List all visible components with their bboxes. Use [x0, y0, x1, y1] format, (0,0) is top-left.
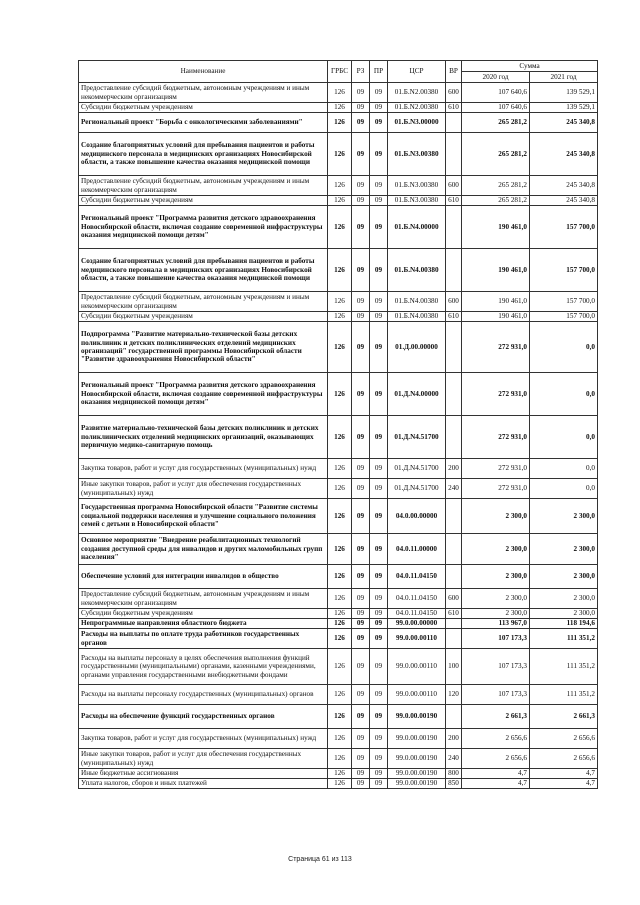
row-pr: 09 [370, 609, 388, 619]
row-value-2021: 111 351,2 [530, 649, 598, 685]
row-pr: 09 [370, 749, 388, 769]
row-vr: 850 [446, 779, 462, 789]
row-value-2020: 2 300,0 [462, 499, 530, 534]
row-grbs: 126 [328, 609, 352, 619]
row-value-2021: 157 700,0 [530, 292, 598, 312]
table-row [79, 312, 598, 322]
table-row [79, 176, 598, 196]
row-grbs: 126 [328, 292, 352, 312]
table-row [79, 649, 598, 685]
row-pr: 09 [370, 133, 388, 176]
row-csr: 01.Б.N3.00000 [388, 113, 446, 133]
row-pr: 09 [370, 499, 388, 534]
row-grbs: 126 [328, 534, 352, 565]
row-grbs: 126 [328, 619, 352, 629]
row-vr [446, 322, 462, 373]
row-grbs: 126 [328, 103, 352, 113]
row-vr [446, 113, 462, 133]
row-vr: 100 [446, 649, 462, 685]
row-name: Создание благоприятных условий для пребывания пациентов и работы медицинского персонала в медицинских организациях Новосибирской области, а также повышение качества оказания медицинской помощи [79, 133, 328, 176]
row-value-2021: 157 700,0 [530, 312, 598, 322]
row-csr: 01.Д.N4.51700 [388, 416, 446, 459]
row-value-2020: 265 281,2 [462, 133, 530, 176]
table-row [79, 196, 598, 206]
row-pr: 09 [370, 322, 388, 373]
table-header [79, 61, 598, 83]
row-rz: 09 [352, 629, 370, 649]
row-value-2020: 107 173,3 [462, 685, 530, 705]
row-grbs: 126 [328, 322, 352, 373]
row-name: Предоставление субсидий бюджетным, автономным учреждениям и иным некоммерческим организациям [79, 589, 328, 609]
table-row [79, 292, 598, 312]
row-pr: 09 [370, 619, 388, 629]
table-row [79, 749, 598, 769]
row-csr: 99.0.00.00000 [388, 619, 446, 629]
row-grbs: 126 [328, 629, 352, 649]
table-row [79, 113, 598, 133]
row-grbs: 126 [328, 685, 352, 705]
row-rz: 09 [352, 479, 370, 499]
row-csr: 04.0.00.00000 [388, 499, 446, 534]
row-pr: 09 [370, 196, 388, 206]
row-rz: 09 [352, 589, 370, 609]
table-row [79, 779, 598, 789]
row-name: Предоставление субсидий бюджетным, автономным учреждениям и иным некоммерческим организациям [79, 292, 328, 312]
row-vr [446, 373, 462, 416]
row-name: Подпрограмма "Развитие материально-технической базы детских поликлиник и детских поликлинических отделений медицинских организаций" государственной программы Новосибирской области "Развитие здравоохранения Новосибирской области" [79, 322, 328, 373]
row-value-2021: 118 194,6 [530, 619, 598, 629]
row-grbs: 126 [328, 459, 352, 479]
row-csr: 01.Б.N4.00000 [388, 206, 446, 249]
table-row [79, 619, 598, 629]
row-name: Обеспечение условий для интеграции инвалидов в общество [79, 565, 328, 589]
row-name: Создание благоприятных условий для пребывания пациентов и работы медицинского персонала в медицинских организациях Новосибирской области, а также повышение качества оказания медицинской помощи [79, 249, 328, 292]
row-rz: 09 [352, 609, 370, 619]
row-pr: 09 [370, 705, 388, 729]
row-value-2021: 0,0 [530, 416, 598, 459]
row-value-2020: 107 640,6 [462, 103, 530, 113]
row-vr [446, 206, 462, 249]
row-grbs: 126 [328, 133, 352, 176]
page-number: Страница 61 из 113 [288, 856, 352, 863]
row-value-2020: 272 931,0 [462, 479, 530, 499]
row-rz: 09 [352, 206, 370, 249]
row-grbs: 126 [328, 416, 352, 459]
row-rz: 09 [352, 779, 370, 789]
row-vr: 610 [446, 196, 462, 206]
row-csr: 01.Б.N4.00380 [388, 312, 446, 322]
row-name: Предоставление субсидий бюджетным, автономным учреждениям и иным некоммерческим организациям [79, 83, 328, 103]
row-vr: 800 [446, 769, 462, 779]
row-rz: 09 [352, 176, 370, 196]
row-vr: 600 [446, 176, 462, 196]
header-pr: ПР [370, 61, 388, 83]
row-vr [446, 133, 462, 176]
table-row [79, 103, 598, 113]
row-grbs: 126 [328, 705, 352, 729]
row-value-2021: 245 340,8 [530, 196, 598, 206]
row-pr: 09 [370, 103, 388, 113]
row-value-2021: 245 340,8 [530, 113, 598, 133]
header-grbs: ГРБС [328, 61, 352, 83]
row-rz: 09 [352, 459, 370, 479]
row-rz: 09 [352, 565, 370, 589]
row-grbs: 126 [328, 499, 352, 534]
row-vr: 610 [446, 103, 462, 113]
row-csr: 04.0.11.04150 [388, 609, 446, 619]
row-value-2021: 4,7 [530, 779, 598, 789]
row-rz: 09 [352, 769, 370, 779]
row-grbs: 126 [328, 779, 352, 789]
row-name: Региональный проект "Программа развития детского здравоохранения Новосибирской области, включая создание современной инфраструктуры оказания медицинской помощи детям" [79, 373, 328, 416]
row-vr: 600 [446, 83, 462, 103]
row-value-2020: 2 656,6 [462, 749, 530, 769]
row-vr [446, 629, 462, 649]
table-row [79, 322, 598, 373]
row-csr: 01.Д.N4.51700 [388, 459, 446, 479]
row-rz: 09 [352, 749, 370, 769]
row-rz: 09 [352, 685, 370, 705]
row-csr: 04.0.11.04150 [388, 565, 446, 589]
row-csr: 99.0.00.00110 [388, 629, 446, 649]
row-value-2021: 111 351,2 [530, 685, 598, 705]
table-row [79, 589, 598, 609]
row-csr: 01.Д.00.00000 [388, 322, 446, 373]
row-csr: 99.0.00.00110 [388, 685, 446, 705]
header-vr: ВР [446, 61, 462, 83]
row-pr: 09 [370, 312, 388, 322]
row-csr: 01.Б.N2.00380 [388, 103, 446, 113]
row-csr: 01.Б.N3.00380 [388, 133, 446, 176]
row-pr: 09 [370, 373, 388, 416]
row-value-2021: 0,0 [530, 373, 598, 416]
row-grbs: 126 [328, 83, 352, 103]
row-value-2020: 2 656,6 [462, 729, 530, 749]
table-row [79, 769, 598, 779]
row-name: Закупка товаров, работ и услуг для государственных (муниципальных) нужд [79, 459, 328, 479]
row-name: Иные закупки товаров, работ и услуг для обеспечения государственных (муниципальных) нужд [79, 749, 328, 769]
row-value-2020: 2 300,0 [462, 565, 530, 589]
row-csr: 01.Д.N4.00000 [388, 373, 446, 416]
row-vr: 610 [446, 312, 462, 322]
row-grbs: 126 [328, 565, 352, 589]
row-value-2020: 2 300,0 [462, 609, 530, 619]
row-pr: 09 [370, 479, 388, 499]
row-value-2020: 107 173,3 [462, 629, 530, 649]
row-vr: 200 [446, 459, 462, 479]
row-name: Расходы на выплаты персоналу в целях обеспечения выполнения функций государственными (муниципальными) органами, казенными учреждениями, органами управления государственными внебюджетными фондами [79, 649, 328, 685]
row-value-2020: 190 461,0 [462, 206, 530, 249]
row-name: Расходы на выплаты персоналу государственных (муниципальных) органов [79, 685, 328, 705]
table-row [79, 565, 598, 589]
table-row [79, 729, 598, 749]
row-name: Субсидии бюджетным учреждениям [79, 103, 328, 113]
row-value-2020: 4,7 [462, 779, 530, 789]
row-grbs: 126 [328, 373, 352, 416]
row-value-2020: 272 931,0 [462, 416, 530, 459]
row-vr [446, 705, 462, 729]
row-name: Региональный проект "Борьба с онкологическими заболеваниями" [79, 113, 328, 133]
table-row [79, 83, 598, 103]
row-pr: 09 [370, 459, 388, 479]
row-value-2021: 0,0 [530, 322, 598, 373]
row-value-2021: 0,0 [530, 479, 598, 499]
table-row [79, 629, 598, 649]
table-row [79, 416, 598, 459]
row-grbs: 126 [328, 769, 352, 779]
row-value-2020: 265 281,2 [462, 176, 530, 196]
row-pr: 09 [370, 416, 388, 459]
row-value-2021: 4,7 [530, 769, 598, 779]
row-pr: 09 [370, 769, 388, 779]
row-value-2020: 2 300,0 [462, 534, 530, 565]
row-vr [446, 249, 462, 292]
row-value-2020: 272 931,0 [462, 373, 530, 416]
row-pr: 09 [370, 649, 388, 685]
row-value-2021: 157 700,0 [530, 206, 598, 249]
row-pr: 09 [370, 589, 388, 609]
row-pr: 09 [370, 729, 388, 749]
row-rz: 09 [352, 83, 370, 103]
row-name: Иные бюджетные ассигнования [79, 769, 328, 779]
row-value-2021: 2 300,0 [530, 499, 598, 534]
row-pr: 09 [370, 534, 388, 565]
row-rz: 09 [352, 113, 370, 133]
row-value-2020: 265 281,2 [462, 196, 530, 206]
row-rz: 09 [352, 416, 370, 459]
row-pr: 09 [370, 629, 388, 649]
row-grbs: 126 [328, 479, 352, 499]
row-rz: 09 [352, 196, 370, 206]
row-pr: 09 [370, 113, 388, 133]
row-rz: 09 [352, 249, 370, 292]
row-value-2020: 107 173,3 [462, 649, 530, 685]
table-row [79, 685, 598, 705]
row-value-2020: 2 300,0 [462, 589, 530, 609]
header-sum: Сумма [462, 61, 598, 72]
row-grbs: 126 [328, 749, 352, 769]
row-pr: 09 [370, 249, 388, 292]
row-vr: 600 [446, 589, 462, 609]
row-name: Субсидии бюджетным учреждениям [79, 609, 328, 619]
row-vr [446, 619, 462, 629]
row-rz: 09 [352, 312, 370, 322]
row-csr: 99.0.00.00190 [388, 779, 446, 789]
header-year-2021: 2021 год [530, 72, 598, 83]
row-value-2021: 2 300,0 [530, 609, 598, 619]
row-name: Предоставление субсидий бюджетным, автономным учреждениям и иным некоммерческим организациям [79, 176, 328, 196]
row-rz: 09 [352, 619, 370, 629]
header-csr: ЦСР [388, 61, 446, 83]
row-pr: 09 [370, 565, 388, 589]
row-value-2020: 265 281,2 [462, 113, 530, 133]
row-vr [446, 499, 462, 534]
row-grbs: 126 [328, 312, 352, 322]
row-vr: 610 [446, 609, 462, 619]
row-name: Расходы на выплаты по оплате труда работников государственных органов [79, 629, 328, 649]
header-year-2020: 2020 год [462, 72, 530, 83]
row-csr: 01.Б.N3.00380 [388, 176, 446, 196]
row-rz: 09 [352, 729, 370, 749]
row-name: Региональный проект "Программа развития детского здравоохранения Новосибирской области, включая создание современной инфраструктуры оказания медицинской помощи детям" [79, 206, 328, 249]
row-value-2021: 157 700,0 [530, 249, 598, 292]
row-vr: 600 [446, 292, 462, 312]
row-grbs: 126 [328, 113, 352, 133]
row-pr: 09 [370, 83, 388, 103]
table-row [79, 133, 598, 176]
row-name: Расходы на обеспечение функций государственных органов [79, 705, 328, 729]
row-name: Уплата налогов, сборов и иных платежей [79, 779, 328, 789]
row-pr: 09 [370, 292, 388, 312]
row-csr: 01.Б.N4.00380 [388, 292, 446, 312]
row-rz: 09 [352, 103, 370, 113]
table-row [79, 373, 598, 416]
table-row [79, 479, 598, 499]
row-grbs: 126 [328, 176, 352, 196]
row-value-2021: 139 529,1 [530, 83, 598, 103]
row-value-2020: 2 661,3 [462, 705, 530, 729]
row-value-2020: 190 461,0 [462, 249, 530, 292]
row-grbs: 126 [328, 206, 352, 249]
table-row [79, 459, 598, 479]
row-rz: 09 [352, 133, 370, 176]
row-pr: 09 [370, 206, 388, 249]
row-rz: 09 [352, 705, 370, 729]
row-rz: 09 [352, 373, 370, 416]
row-vr: 240 [446, 749, 462, 769]
row-value-2020: 272 931,0 [462, 459, 530, 479]
row-value-2020: 113 967,0 [462, 619, 530, 629]
row-value-2021: 245 340,8 [530, 176, 598, 196]
row-value-2021: 2 656,6 [530, 749, 598, 769]
row-grbs: 126 [328, 249, 352, 292]
row-vr [446, 565, 462, 589]
row-csr: 99.0.00.00110 [388, 649, 446, 685]
row-pr: 09 [370, 779, 388, 789]
table-row [79, 249, 598, 292]
row-value-2021: 2 300,0 [530, 589, 598, 609]
row-csr: 01.Б.N3.00380 [388, 196, 446, 206]
row-csr: 99.0.00.00190 [388, 769, 446, 779]
row-csr: 01.Д.N4.51700 [388, 479, 446, 499]
table-body [79, 83, 598, 789]
row-value-2021: 2 300,0 [530, 534, 598, 565]
row-value-2020: 4,7 [462, 769, 530, 779]
row-name: Основное мероприятие "Внедрение реабилитационных технологий создания доступной среды для инвалидов и других маломобильных групп населения" [79, 534, 328, 565]
row-value-2020: 272 931,0 [462, 322, 530, 373]
table-row [79, 206, 598, 249]
row-value-2021: 111 351,2 [530, 629, 598, 649]
header-rz: РЗ [352, 61, 370, 83]
row-name: Субсидии бюджетным учреждениям [79, 196, 328, 206]
budget-table [78, 60, 598, 789]
row-value-2020: 190 461,0 [462, 312, 530, 322]
row-csr: 99.0.00.00190 [388, 705, 446, 729]
row-csr: 04.0.11.04150 [388, 589, 446, 609]
table-row [79, 609, 598, 619]
row-pr: 09 [370, 685, 388, 705]
row-rz: 09 [352, 499, 370, 534]
row-grbs: 126 [328, 196, 352, 206]
row-value-2021: 2 661,3 [530, 705, 598, 729]
header-name: Наименование [79, 61, 328, 83]
row-value-2021: 2 656,6 [530, 729, 598, 749]
row-name: Непрограммные направления областного бюджета [79, 619, 328, 629]
row-vr [446, 416, 462, 459]
row-csr: 99.0.00.00190 [388, 749, 446, 769]
row-pr: 09 [370, 176, 388, 196]
row-value-2020: 107 640,6 [462, 83, 530, 103]
row-name: Государственная программа Новосибирской области "Развитие системы социальной поддержки населения и улучшение социального положения семей с детьми в Новосибирской области" [79, 499, 328, 534]
row-vr: 120 [446, 685, 462, 705]
row-vr [446, 534, 462, 565]
row-rz: 09 [352, 292, 370, 312]
row-grbs: 126 [328, 589, 352, 609]
table-row [79, 534, 598, 565]
row-vr: 200 [446, 729, 462, 749]
row-csr: 99.0.00.00190 [388, 729, 446, 749]
row-value-2021: 2 300,0 [530, 565, 598, 589]
row-rz: 09 [352, 649, 370, 685]
row-value-2021: 0,0 [530, 459, 598, 479]
row-rz: 09 [352, 534, 370, 565]
row-csr: 01.Б.N2.00380 [388, 83, 446, 103]
row-name: Закупка товаров, работ и услуг для государственных (муниципальных) нужд [79, 729, 328, 749]
row-value-2021: 139 529,1 [530, 103, 598, 113]
row-csr: 04.0.11.00000 [388, 534, 446, 565]
row-rz: 09 [352, 322, 370, 373]
row-grbs: 126 [328, 729, 352, 749]
row-name: Развитие материально-технической базы детских поликлиник и детских поликлинических отделений медицинских организаций, оказывающих первичную медико-санитарную помощь [79, 416, 328, 459]
row-value-2020: 190 461,0 [462, 292, 530, 312]
row-name: Иные закупки товаров, работ и услуг для обеспечения государственных (муниципальных) нужд [79, 479, 328, 499]
table-row [79, 705, 598, 729]
row-name: Субсидии бюджетным учреждениям [79, 312, 328, 322]
row-csr: 01.Б.N4.00380 [388, 249, 446, 292]
row-value-2021: 245 340,8 [530, 133, 598, 176]
table-row [79, 499, 598, 534]
row-grbs: 126 [328, 649, 352, 685]
row-vr: 240 [446, 479, 462, 499]
